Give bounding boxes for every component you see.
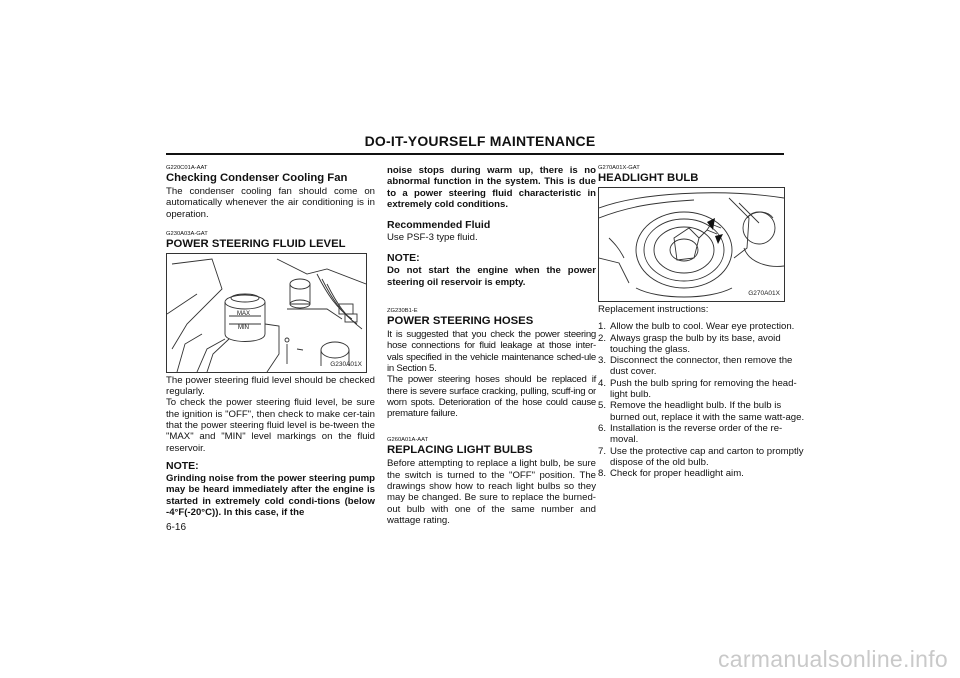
section-title: HEADLIGHT BULB bbox=[598, 172, 699, 184]
middle-column bbox=[387, 165, 596, 526]
list-item: 7. Use the protective cap and carton to promptly dispose of the old bulb. bbox=[598, 445, 804, 468]
instructions-intro: Replacement instructions: bbox=[598, 304, 709, 315]
power-steering-reservoir-figure bbox=[166, 253, 367, 373]
section-code: ZG230B1-E bbox=[387, 308, 418, 315]
section-body: The condenser cooling fan should come on automatically whenever the air conditioning is in operation. bbox=[166, 186, 375, 220]
headlight-illustration bbox=[599, 188, 784, 301]
section-title: POWER STEERING FLUID LEVEL bbox=[166, 237, 346, 250]
page-title: DO-IT-YOURSELF MAINTENANCE bbox=[364, 133, 596, 149]
list-item: 3. Disconnect the connector, then remove the dust cover. bbox=[598, 355, 793, 378]
page-number: 6-16 bbox=[166, 522, 187, 533]
list-item: 5. Remove the headlight bulb. If the bulb is burned out, replace it with the same watt-age. bbox=[598, 400, 805, 423]
section-code: G260A01A-AAT bbox=[387, 437, 429, 444]
right-column bbox=[598, 165, 807, 479]
section-title: Checking Condenser Cooling Fan bbox=[166, 172, 348, 184]
section-body: To check the power steering fluid level, be sure the ignition is "OFF", then check to make cer-tain that the power steering fluid level is be-tween the "MAX" and "MIN" level markings on the fluid reservoir. bbox=[166, 397, 375, 454]
subsection-body: Use PSF-3 type fluid. bbox=[387, 232, 478, 244]
section-body: The power steering fluid level should be checked regularly. bbox=[166, 374, 375, 398]
max-mark: MAX bbox=[237, 310, 251, 317]
left-column bbox=[166, 165, 375, 518]
list-item: 4. Push the bulb spring for removing the head-light bulb. bbox=[598, 377, 797, 401]
note-label: NOTE: bbox=[166, 459, 199, 472]
section-title: POWER STEERING HOSES bbox=[387, 315, 534, 328]
list-item: 8. Check for proper headlight aim. bbox=[598, 468, 744, 480]
subsection-title: Recommended Fluid bbox=[387, 219, 491, 232]
note-label: NOTE: bbox=[387, 252, 420, 265]
list-item: 6. Installation is the reverse order of the re-moval. bbox=[598, 422, 783, 446]
figure-label: G270A01X bbox=[748, 289, 780, 297]
min-mark: MIN bbox=[238, 324, 249, 331]
header-rule bbox=[166, 153, 784, 155]
section-code: G230A03A-GAT bbox=[166, 230, 208, 237]
headlight-bulb-figure bbox=[598, 187, 785, 302]
section-body: The power steering hoses should be replaced if there is severe surface cracking, pulling, scuff-ing or worn spots. Deterioration of the hose could cause premature failure. bbox=[387, 374, 596, 420]
watermark: carmanualsonline.info bbox=[717, 646, 948, 672]
note-text-continued: noise stops during warm up, there is no abnormal function in the system. This is due to a power steering fluid characteristic in extremely cold conditions. bbox=[387, 165, 596, 210]
instruction-list bbox=[598, 321, 807, 479]
reservoir-illustration bbox=[167, 254, 366, 372]
section-body: It is suggested that you check the power steering hose connections for fluid leakage at those inter-vals specified in the vehicle maintenance sched-ule in Section 5. bbox=[387, 329, 596, 374]
section-code: G220C01A-AAT bbox=[166, 165, 208, 171]
section-title: REPLACING LIGHT BULBS bbox=[387, 444, 533, 457]
list-item: 2. Always grasp the bulb by its base, avoid touching the glass. bbox=[598, 332, 781, 355]
section-code: G270A01X-GAT bbox=[598, 165, 640, 171]
list-item: 1. Allow the bulb to cool. Wear eye protection. bbox=[598, 321, 795, 333]
section-body: Before attempting to replace a light bulb, be sure the switch is turned to the "OFF" position. The drawings show how to reach light bulbs so they may be changed. Be sure to replace the burned-out bulb with one of the same number and wattage rating. bbox=[387, 458, 596, 526]
figure-label: G230A01X bbox=[330, 360, 362, 368]
note-text: Grinding noise from the power steering pump may be heard immediately after the engine is started in extremely cold condi-tions (below -4°F(-20°C)). In this case, if the bbox=[166, 472, 375, 518]
note-text: Do not start the engine when the power steering oil reservoir is empty. bbox=[387, 265, 596, 288]
